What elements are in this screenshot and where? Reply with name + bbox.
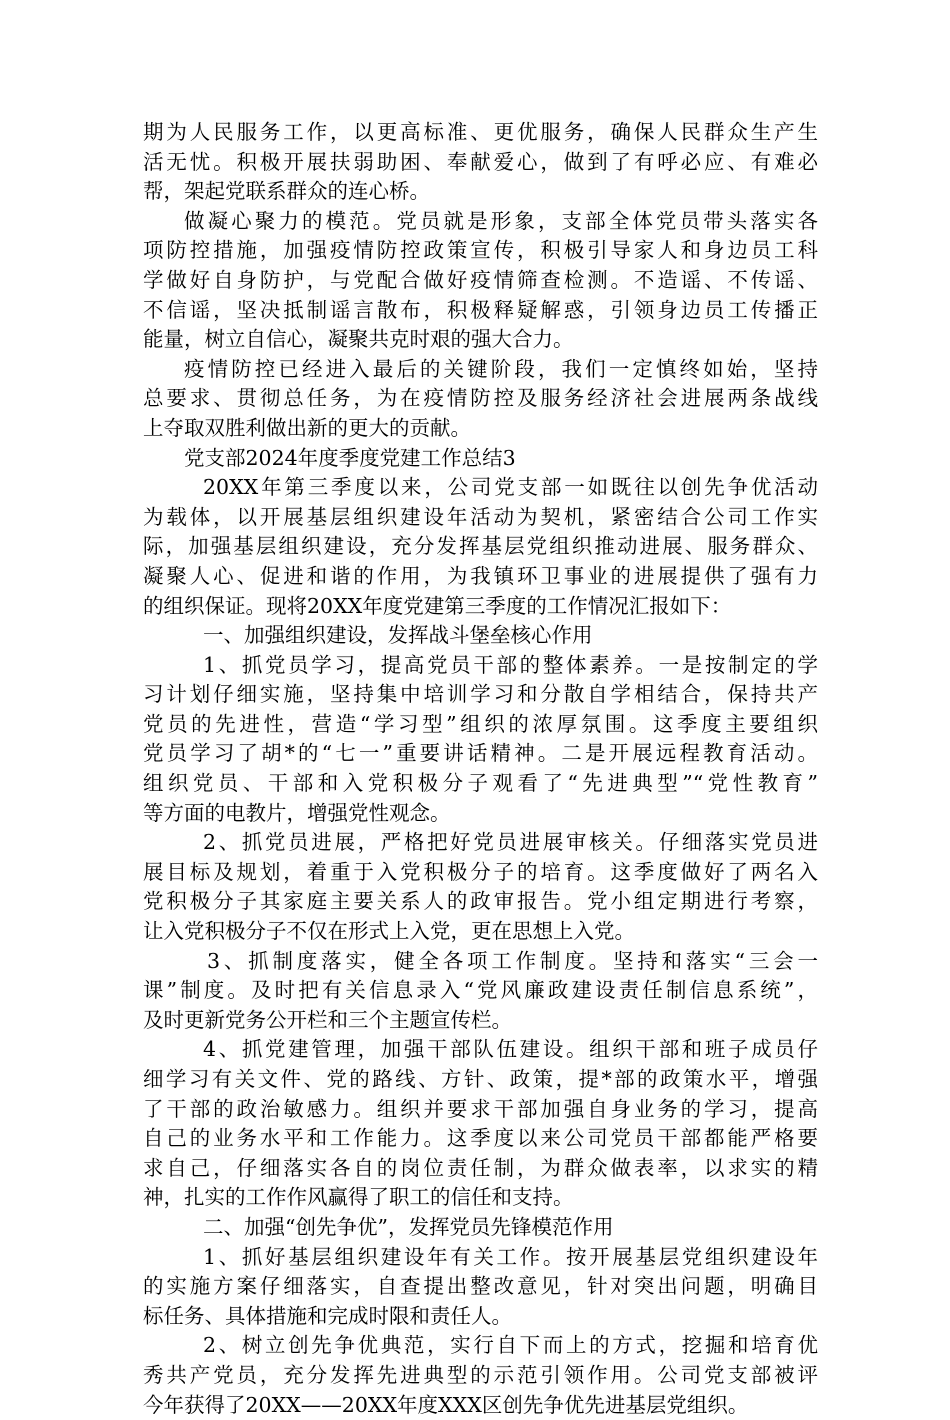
text-line: 的组织保证。现将20XX年度党建第三季度的工作情况汇报如下：	[143, 593, 732, 618]
text-line: 期为人民服务工作，以更高标准、更优服务，确保人民群众生产生	[143, 120, 818, 144]
text-line: 细学习有关文件、党的路线、方针、政策，提*部的政策水平，增强	[143, 1067, 818, 1091]
text-line: 凝聚人心、促进和谐的作用，为我镇环卫事业的进展提供了强有力	[143, 563, 818, 588]
text-line: 为载体，以开展基层组织建设年活动为契机，紧密结合公司工作实	[143, 504, 818, 529]
text-line: 活无忧。积极开展扶弱助困、奉献爱心，做到了有呼必应、有难必	[143, 149, 818, 174]
text-line: 课”制度。及时把有关信息录入“党风廉政建设责任制信息系统”，	[143, 978, 818, 1003]
text-line: 项防控措施，加强疫情防控政策宣传，积极引导家人和身边员工科	[143, 238, 818, 263]
section-heading: 一、加强组织建设，发挥战斗堡垒核心作用	[203, 623, 593, 648]
text-line: 等方面的电教片，增强党性观念。	[143, 800, 451, 825]
text-line: 疫情防控已经进入最后的关键阶段，我们一定慎终如始，坚持	[184, 356, 818, 381]
text-line: 学做好自身防护，与党配合做好疫情筛查检测。不造谣、不传谣、	[143, 267, 818, 292]
text-line: 4、抓党建管理，加强干部队伍建设。组织干部和班子成员仔	[203, 1037, 818, 1062]
section-heading: 党支部2024年度季度党建工作总结3	[184, 445, 516, 470]
text-line: 的实施方案仔细落实，自查提出整改意见，针对突出问题，明确目	[143, 1274, 818, 1299]
text-line: 自己的业务水平和工作能力。这季度以来公司党员干部都能严格要	[143, 1126, 818, 1151]
text-line: 展目标及规划，着重于入党积极分子的培育。这季度做好了两名入	[143, 859, 818, 884]
text-line: 习计划仔细实施，坚持集中培训学习和分散自学相结合，保持共产	[143, 682, 818, 707]
text-line: 神，扎实的工作作风赢得了职工的信任和支持。	[143, 1185, 574, 1210]
text-line: 及时更新党务公开栏和三个主题宣传栏。	[143, 1007, 512, 1032]
document-page	[143, 118, 818, 1420]
text-line: 今年获得了20XX——20XX年度XXX区创先争优先进基层党组织。	[143, 1392, 749, 1417]
text-line: 总要求、贯彻总任务，为在疫情防控及服务经济社会进展两条战线	[143, 386, 818, 411]
text-line: 2、树立创先争优典范，实行自下而上的方式，挖掘和培育优	[203, 1333, 818, 1358]
text-line: 上夺取双胜利做出新的更大的贡献。	[143, 415, 471, 440]
text-line: 帮，架起党联系群众的连心桥。	[143, 179, 430, 204]
text-line: 20XX年第三季度以来，公司党支部一如既往以创先争优活动	[203, 475, 818, 500]
text-line: 标任务、具体措施和完成时限和责任人。	[143, 1303, 512, 1328]
text-line: 能量，树立自信心，凝聚共克时艰的强大合力。	[143, 327, 574, 352]
text-line: 1、抓好基层组织建设年有关工作。按开展基层党组织建设年	[203, 1244, 818, 1269]
text-line: 了干部的政治敏感力。组织并要求干部加强自身业务的学习，提高	[143, 1096, 818, 1121]
text-line: 求自己，仔细落实各自的岗位责任制，为群众做表率，以求实的精	[143, 1155, 818, 1180]
text-line: 1、抓党员学习，提高党员干部的整体素养。一是按制定的学	[203, 652, 818, 677]
text-line: 党员学习了胡*的“七一”重要讲话精神。二是开展远程教育活动。	[143, 741, 818, 766]
text-line: 组织党员、干部和入党积极分子观看了“先进典型”“党性教育”	[143, 771, 818, 796]
text-line: 让入党积极分子不仅在形式上入党，更在思想上入党。	[143, 919, 635, 944]
text-line: 3、抓制度落实，健全各项工作制度。坚持和落实“三会一	[207, 948, 818, 973]
text-line: 党积极分子其家庭主要关系人的政审报告。党小组定期进行考察，	[143, 889, 818, 914]
text-line: 际，加强基层组织建设，充分发挥基层党组织推动进展、服务群众、	[143, 534, 818, 559]
text-line: 2、抓党员进展，严格把好党员进展审核关。仔细落实党员进	[203, 830, 818, 855]
text-line: 党员的先进性，营造“学习型”组织的浓厚氛围。这季度主要组织	[143, 711, 818, 736]
text-line: 秀共产党员，充分发挥先进典型的示范引领作用。公司党支部被评	[143, 1362, 818, 1387]
section-heading: 二、加强“创先争优”，发挥党员先锋模范作用	[203, 1214, 614, 1239]
text-line: 做凝心聚力的模范。党员就是形象，支部全体党员带头落实各	[184, 208, 818, 233]
text-line: 不信谣，坚决抵制谣言散布，积极释疑解惑，引领身边员工传播正	[143, 297, 818, 322]
